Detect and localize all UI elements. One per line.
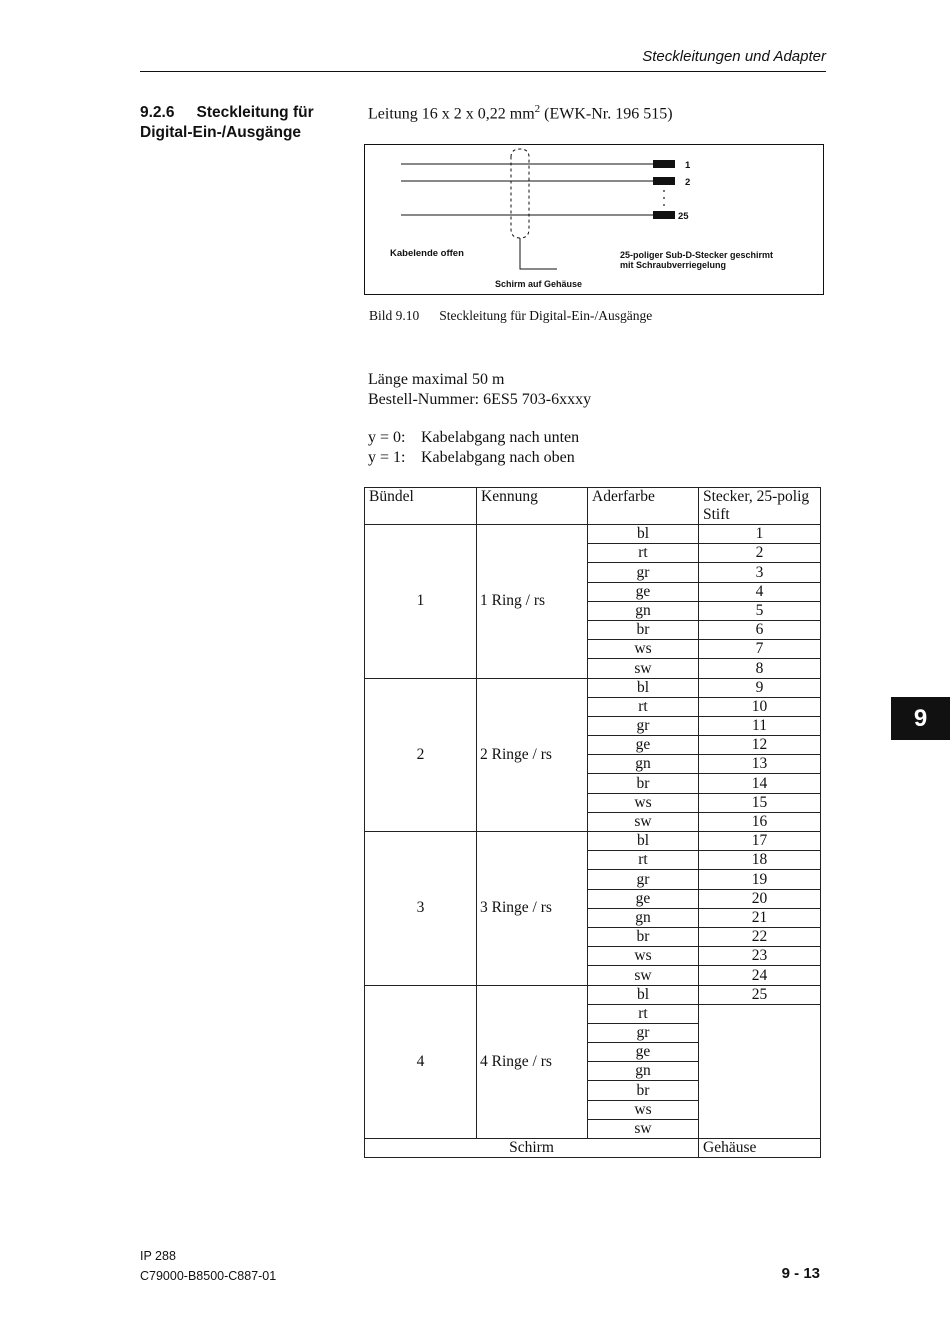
housing-cell: Gehäuse bbox=[699, 1139, 821, 1158]
pin-cell: 6 bbox=[699, 620, 821, 639]
option-value: Kabelabgang nach oben bbox=[421, 449, 575, 466]
cable-diagram-svg bbox=[365, 145, 823, 294]
id-cell: 3 Ringe / rs bbox=[477, 832, 588, 986]
connector-pin-block bbox=[653, 160, 675, 168]
pin-cell: 11 bbox=[699, 716, 821, 735]
table-row bbox=[365, 985, 821, 1004]
shield-sleeve bbox=[511, 149, 529, 238]
shield-cell: Schirm bbox=[365, 1139, 699, 1158]
option-y0 bbox=[368, 429, 579, 447]
bundle-cell: 2 bbox=[365, 678, 477, 832]
page-number: 9 - 13 bbox=[781, 1265, 820, 1282]
option-y1 bbox=[368, 449, 575, 467]
color-cell: br bbox=[588, 620, 699, 639]
pin-cell: 20 bbox=[699, 889, 821, 908]
color-cell: rt bbox=[588, 851, 699, 870]
pin-cell: 9 bbox=[699, 678, 821, 697]
color-cell: ws bbox=[588, 640, 699, 659]
footer-doc-number: C79000-B8500-C887-01 bbox=[140, 1269, 277, 1283]
connector-pin-block bbox=[653, 211, 675, 219]
bundle-cell: 3 bbox=[365, 832, 477, 986]
pin-cell: 8 bbox=[699, 659, 821, 678]
running-header: Steckleitungen und Adapter bbox=[642, 48, 826, 65]
table-row bbox=[365, 832, 821, 851]
id-cell: 1 Ring / rs bbox=[477, 525, 588, 679]
color-cell: ge bbox=[588, 736, 699, 755]
id-cell: 4 Ringe / rs bbox=[477, 985, 588, 1139]
pin-cell: 2 bbox=[699, 544, 821, 563]
section-number: 9.2.6 bbox=[140, 104, 175, 121]
pin-cell: 4 bbox=[699, 582, 821, 601]
pin-cell: 14 bbox=[699, 774, 821, 793]
label-connector-1: 25-poliger Sub-D-Stecker geschirmt bbox=[620, 250, 774, 260]
color-cell: gr bbox=[588, 1023, 699, 1042]
pin-cell: 25 bbox=[699, 985, 821, 1004]
color-cell: ws bbox=[588, 793, 699, 812]
option-key: y = 0: bbox=[368, 429, 406, 446]
cable-diagram bbox=[364, 144, 824, 295]
pin-cell: 16 bbox=[699, 812, 821, 831]
color-cell: gn bbox=[588, 601, 699, 620]
pin-label: 1 bbox=[685, 160, 691, 171]
color-cell: gr bbox=[588, 716, 699, 735]
cable-spec-tail: (EWK-Nr. 196 515) bbox=[540, 105, 673, 123]
header-pin-line-2: Stift bbox=[703, 506, 730, 523]
cable-spec bbox=[368, 103, 673, 123]
pin-cell: 23 bbox=[699, 947, 821, 966]
pin-cell: 22 bbox=[699, 927, 821, 946]
color-cell: rt bbox=[588, 697, 699, 716]
color-cell: sw bbox=[588, 812, 699, 831]
bundle-cell: 4 bbox=[365, 985, 477, 1139]
pin-cell: 5 bbox=[699, 601, 821, 620]
empty-pin-cell bbox=[699, 1004, 821, 1138]
option-value: Kabelabgang nach unten bbox=[421, 429, 580, 446]
footer-product: IP 288 bbox=[140, 1249, 176, 1263]
section-title: Steckleitung für Digital-Ein-/Ausgänge bbox=[140, 104, 314, 141]
pin-cell: 24 bbox=[699, 966, 821, 985]
pin-cell: 1 bbox=[699, 525, 821, 544]
header-pin bbox=[699, 488, 821, 525]
color-cell: rt bbox=[588, 1004, 699, 1023]
color-cell: bl bbox=[588, 832, 699, 851]
pin-cell: 12 bbox=[699, 736, 821, 755]
color-cell: gn bbox=[588, 1062, 699, 1081]
label-shield: Schirm auf Gehäuse bbox=[495, 279, 583, 289]
color-cell: sw bbox=[588, 1119, 699, 1138]
color-cell: sw bbox=[588, 659, 699, 678]
header-color: Aderfarbe bbox=[588, 488, 699, 525]
label-connector-2: mit Schraubverriegelung bbox=[620, 260, 727, 270]
color-cell: ws bbox=[588, 947, 699, 966]
table-row bbox=[365, 678, 821, 697]
pin-table-body bbox=[365, 488, 821, 1158]
color-cell: bl bbox=[588, 525, 699, 544]
section-heading bbox=[140, 103, 350, 143]
color-cell: ge bbox=[588, 1043, 699, 1062]
pin-cell: 19 bbox=[699, 870, 821, 889]
ellipsis-dot bbox=[663, 197, 665, 199]
figure-caption bbox=[369, 308, 652, 324]
header-bundle: Bündel bbox=[365, 488, 477, 525]
pin-cell: 15 bbox=[699, 793, 821, 812]
cable-spec-main: Leitung 16 x 2 x 0,22 mm bbox=[368, 105, 535, 123]
color-cell: gr bbox=[588, 563, 699, 582]
connector-pin-block bbox=[653, 177, 675, 185]
label-cable-end-open: Kabelende offen bbox=[390, 248, 464, 259]
ellipsis-dot bbox=[663, 190, 665, 192]
pin-cell: 7 bbox=[699, 640, 821, 659]
cable-spec-superscript: 2 bbox=[534, 103, 541, 115]
color-cell: gn bbox=[588, 755, 699, 774]
footer-doc-info bbox=[140, 1246, 276, 1286]
chapter-tab[interactable]: 9 bbox=[891, 697, 950, 740]
pin-cell: 13 bbox=[699, 755, 821, 774]
color-cell: rt bbox=[588, 544, 699, 563]
figure-caption-text: Steckleitung für Digital-Ein-/Ausgänge bbox=[439, 308, 653, 323]
order-number: Bestell-Nummer: 6ES5 703-6xxxy bbox=[368, 391, 592, 408]
color-cell: br bbox=[588, 774, 699, 793]
option-key: y = 1: bbox=[368, 449, 406, 466]
color-cell: sw bbox=[588, 966, 699, 985]
pin-label: 25 bbox=[678, 211, 689, 222]
header-pin-line-1: Stecker, 25-polig bbox=[703, 488, 810, 505]
pin-cell: 3 bbox=[699, 563, 821, 582]
color-cell: ge bbox=[588, 889, 699, 908]
id-cell: 2 Ringe / rs bbox=[477, 678, 588, 832]
color-cell: gr bbox=[588, 870, 699, 889]
color-cell: bl bbox=[588, 985, 699, 1004]
color-cell: br bbox=[588, 927, 699, 946]
pin-cell: 18 bbox=[699, 851, 821, 870]
max-length: Länge maximal 50 m bbox=[368, 371, 505, 388]
pin-cell: 17 bbox=[699, 832, 821, 851]
pin-label: 2 bbox=[685, 177, 691, 188]
color-cell: bl bbox=[588, 678, 699, 697]
color-cell: br bbox=[588, 1081, 699, 1100]
pin-cell: 10 bbox=[699, 697, 821, 716]
color-cell: gn bbox=[588, 908, 699, 927]
table-row bbox=[365, 525, 821, 544]
color-cell: ws bbox=[588, 1100, 699, 1119]
color-cell: ge bbox=[588, 582, 699, 601]
header-id: Kennung bbox=[477, 488, 588, 525]
ellipsis-dot bbox=[663, 204, 665, 206]
pin-cell: 21 bbox=[699, 908, 821, 927]
header-rule bbox=[140, 71, 826, 72]
shield-lead bbox=[520, 238, 557, 269]
pin-assignment-table bbox=[364, 487, 821, 1158]
table-header-row bbox=[365, 488, 821, 525]
bundle-cell: 1 bbox=[365, 525, 477, 679]
table-footer-row bbox=[365, 1139, 821, 1158]
figure-number: Bild 9.10 bbox=[369, 308, 420, 323]
